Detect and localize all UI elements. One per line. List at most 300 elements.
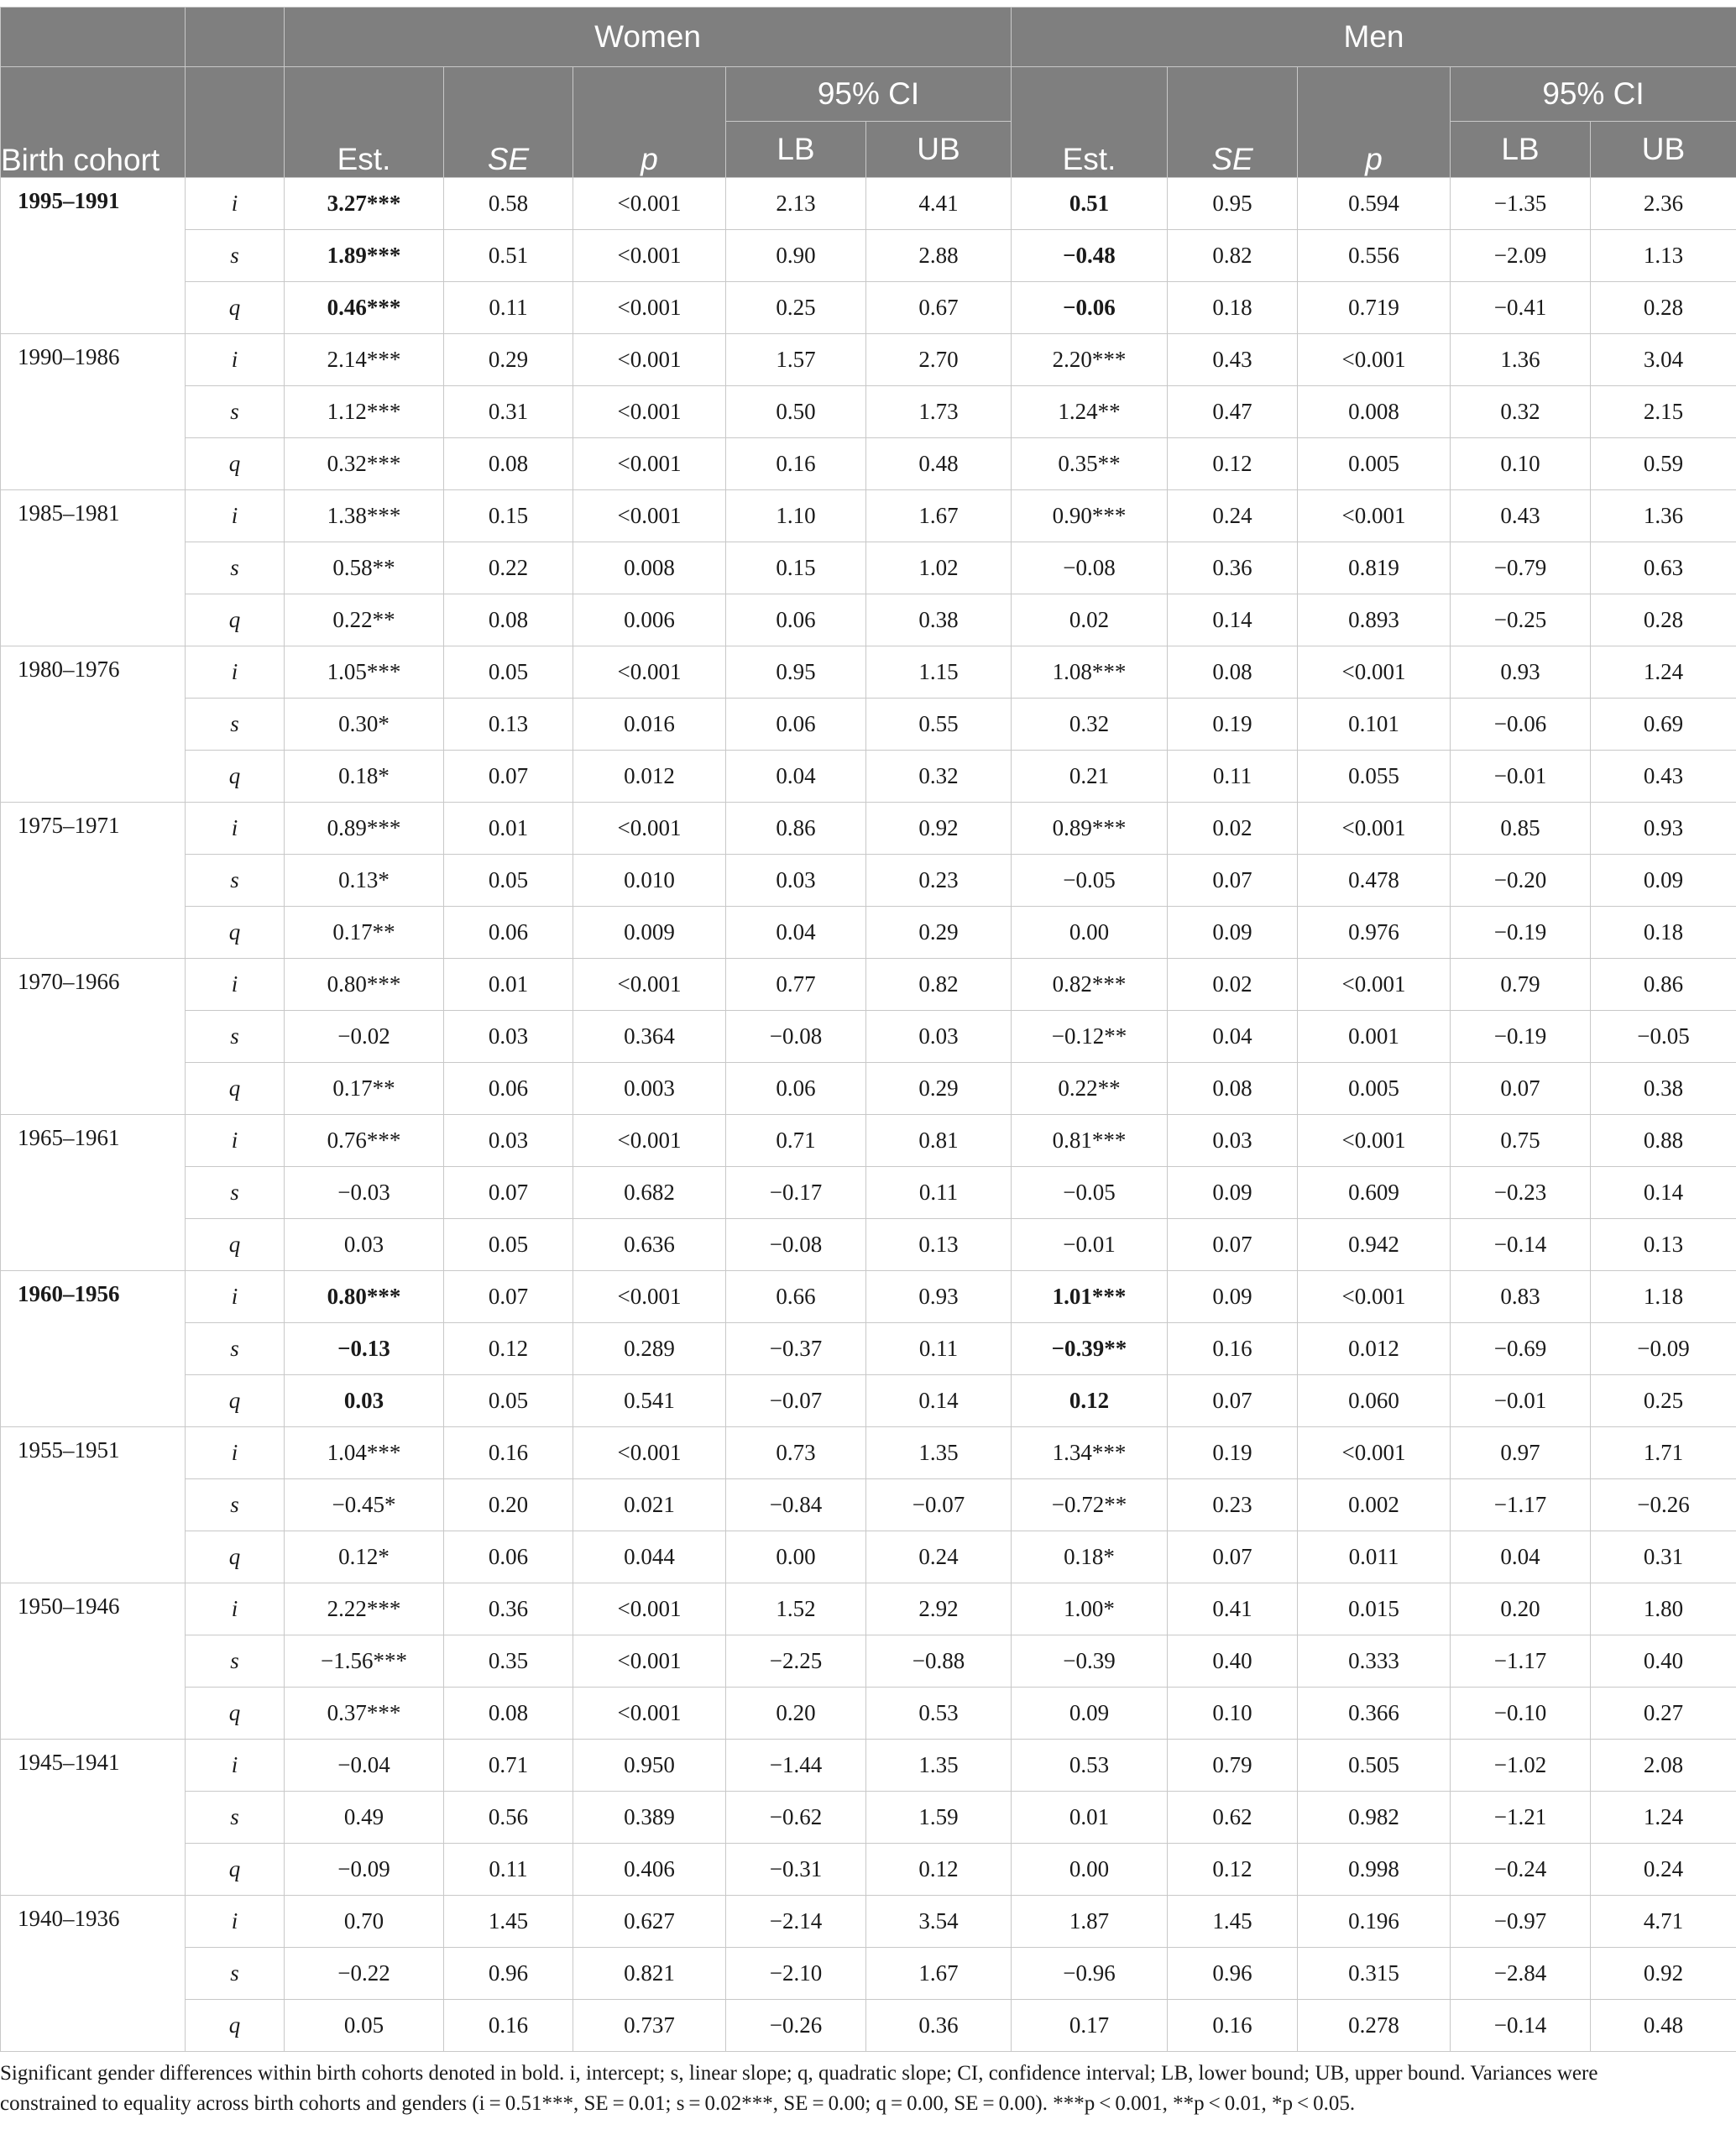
women-est-cell: 1.05*** (285, 646, 444, 699)
women-p-cell: <0.001 (573, 386, 726, 438)
cohort-label: 1995–1991 (1, 178, 186, 334)
table-row (1, 803, 1736, 855)
women-se-cell: 0.36 (444, 1583, 573, 1635)
cohort-label: 1955–1951 (1, 1427, 186, 1583)
men-est-cell: −0.01 (1012, 1219, 1168, 1271)
men-se-cell: 0.03 (1168, 1115, 1298, 1167)
header-men-lb: LB (1451, 122, 1591, 178)
women-ub-cell: 0.03 (866, 1011, 1012, 1063)
men-p-cell: 0.333 (1298, 1635, 1451, 1688)
women-est-cell: 0.03 (285, 1219, 444, 1271)
men-est-cell: 0.89*** (1012, 803, 1168, 855)
men-lb-cell: −1.17 (1451, 1635, 1591, 1688)
women-ub-cell: 0.32 (866, 751, 1012, 803)
parameter-cell: q (186, 594, 285, 646)
women-ub-cell: 0.53 (866, 1688, 1012, 1740)
women-ub-cell: 1.73 (866, 386, 1012, 438)
women-se-cell: 0.56 (444, 1792, 573, 1844)
table-row (1, 1896, 1736, 1948)
women-ub-cell: 2.70 (866, 334, 1012, 386)
men-se-cell: 0.12 (1168, 1844, 1298, 1896)
men-p-cell: 0.005 (1298, 1063, 1451, 1115)
men-se-cell: 0.23 (1168, 1479, 1298, 1531)
women-est-cell: 0.70 (285, 1896, 444, 1948)
women-lb-cell: −0.08 (726, 1219, 866, 1271)
men-est-cell: 1.08*** (1012, 646, 1168, 699)
women-lb-cell: −2.14 (726, 1896, 866, 1948)
women-ub-cell: 0.29 (866, 1063, 1012, 1115)
header-men-ci: 95% CI (1451, 67, 1736, 122)
parameter-cell: i (186, 490, 285, 542)
men-se-cell: 0.19 (1168, 699, 1298, 751)
women-se-cell: 0.29 (444, 334, 573, 386)
men-est-cell: −0.39** (1012, 1323, 1168, 1375)
women-p-cell: 0.021 (573, 1479, 726, 1531)
men-est-cell: 0.09 (1012, 1688, 1168, 1740)
men-ub-cell: 0.25 (1591, 1375, 1736, 1427)
cohort-label: 1940–1936 (1, 1896, 186, 2052)
parameter-cell: s (186, 542, 285, 594)
women-p-cell: <0.001 (573, 178, 726, 230)
women-se-cell: 0.15 (444, 490, 573, 542)
women-lb-cell: 0.86 (726, 803, 866, 855)
men-ub-cell: 0.38 (1591, 1063, 1736, 1115)
women-lb-cell: 0.77 (726, 959, 866, 1011)
men-ub-cell: 0.63 (1591, 542, 1736, 594)
parameter-cell: s (186, 386, 285, 438)
women-ub-cell: 1.59 (866, 1792, 1012, 1844)
parameter-cell: q (186, 907, 285, 959)
cohort-label: 1965–1961 (1, 1115, 186, 1271)
women-se-cell: 0.11 (444, 282, 573, 334)
men-est-cell: 0.00 (1012, 907, 1168, 959)
men-p-cell: 0.998 (1298, 1844, 1451, 1896)
men-p-cell: <0.001 (1298, 334, 1451, 386)
women-se-cell: 1.45 (444, 1896, 573, 1948)
men-se-cell: 0.02 (1168, 959, 1298, 1011)
men-ub-cell: 1.13 (1591, 230, 1736, 282)
men-p-cell: 0.001 (1298, 1011, 1451, 1063)
table-header (1, 8, 1736, 178)
women-lb-cell: 0.06 (726, 1063, 866, 1115)
women-ub-cell: 0.23 (866, 855, 1012, 907)
women-p-cell: 0.008 (573, 542, 726, 594)
women-lb-cell: 0.15 (726, 542, 866, 594)
women-ub-cell: 1.35 (866, 1427, 1012, 1479)
women-se-cell: 0.07 (444, 1167, 573, 1219)
parameter-cell: i (186, 1427, 285, 1479)
women-p-cell: <0.001 (573, 803, 726, 855)
men-lb-cell: −0.19 (1451, 907, 1591, 959)
parameter-cell: q (186, 1844, 285, 1896)
men-se-cell: 0.36 (1168, 542, 1298, 594)
header-birth-cohort: Birth cohort (1, 67, 186, 178)
men-lb-cell: −0.10 (1451, 1688, 1591, 1740)
women-est-cell: −0.03 (285, 1167, 444, 1219)
men-ub-cell: 2.15 (1591, 386, 1736, 438)
men-lb-cell: 0.43 (1451, 490, 1591, 542)
women-lb-cell: 0.25 (726, 282, 866, 334)
women-p-cell: <0.001 (573, 646, 726, 699)
table-row (1, 1323, 1736, 1375)
men-p-cell: 0.893 (1298, 594, 1451, 646)
men-est-cell: −0.06 (1012, 282, 1168, 334)
women-se-cell: 0.35 (444, 1635, 573, 1688)
women-p-cell: 0.627 (573, 1896, 726, 1948)
women-p-cell: <0.001 (573, 1427, 726, 1479)
men-est-cell: 0.81*** (1012, 1115, 1168, 1167)
parameter-cell: q (186, 1688, 285, 1740)
men-est-cell: 1.00* (1012, 1583, 1168, 1635)
cohort-label: 1980–1976 (1, 646, 186, 803)
women-est-cell: 0.32*** (285, 438, 444, 490)
women-est-cell: 0.80*** (285, 959, 444, 1011)
men-ub-cell: 1.36 (1591, 490, 1736, 542)
men-p-cell: <0.001 (1298, 490, 1451, 542)
women-se-cell: 0.08 (444, 1688, 573, 1740)
header-women-ci: 95% CI (726, 67, 1012, 122)
parameter-cell: i (186, 959, 285, 1011)
men-p-cell: <0.001 (1298, 803, 1451, 855)
parameter-cell: s (186, 699, 285, 751)
table-row (1, 334, 1736, 386)
men-lb-cell: −0.69 (1451, 1323, 1591, 1375)
women-ub-cell: 1.02 (866, 542, 1012, 594)
women-se-cell: 0.51 (444, 230, 573, 282)
men-se-cell: 0.47 (1168, 386, 1298, 438)
men-ub-cell: 2.36 (1591, 178, 1736, 230)
men-se-cell: 0.16 (1168, 2000, 1298, 2052)
women-est-cell: 2.14*** (285, 334, 444, 386)
women-p-cell: <0.001 (573, 1635, 726, 1688)
women-est-cell: −0.13 (285, 1323, 444, 1375)
men-p-cell: 0.315 (1298, 1948, 1451, 2000)
women-est-cell: 1.12*** (285, 386, 444, 438)
men-ub-cell: 0.27 (1591, 1688, 1736, 1740)
women-p-cell: <0.001 (573, 959, 726, 1011)
parameter-cell: q (186, 1531, 285, 1583)
men-ub-cell: −0.05 (1591, 1011, 1736, 1063)
parameter-cell: i (186, 1271, 285, 1323)
header-empty (1, 8, 186, 67)
men-se-cell: 0.18 (1168, 282, 1298, 334)
cohort-label: 1950–1946 (1, 1583, 186, 1740)
parameter-cell: i (186, 334, 285, 386)
men-ub-cell: 0.86 (1591, 959, 1736, 1011)
women-ub-cell: 1.35 (866, 1740, 1012, 1792)
table-row (1, 907, 1736, 959)
men-ub-cell: 0.93 (1591, 803, 1736, 855)
women-est-cell: 1.04*** (285, 1427, 444, 1479)
men-se-cell: 0.08 (1168, 646, 1298, 699)
women-lb-cell: −0.07 (726, 1375, 866, 1427)
men-se-cell: 0.08 (1168, 1063, 1298, 1115)
men-est-cell: 0.51 (1012, 178, 1168, 230)
men-p-cell: 0.478 (1298, 855, 1451, 907)
men-se-cell: 0.09 (1168, 1167, 1298, 1219)
women-se-cell: 0.07 (444, 1271, 573, 1323)
parameter-cell: i (186, 803, 285, 855)
parameter-cell: i (186, 1740, 285, 1792)
parameter-cell: s (186, 1635, 285, 1688)
men-ub-cell: 2.08 (1591, 1740, 1736, 1792)
women-est-cell: 0.17** (285, 907, 444, 959)
table-row (1, 1219, 1736, 1271)
women-ub-cell: 2.92 (866, 1583, 1012, 1635)
women-ub-cell: 1.15 (866, 646, 1012, 699)
header-women: Women (285, 8, 1012, 67)
women-p-cell: <0.001 (573, 438, 726, 490)
women-lb-cell: 0.71 (726, 1115, 866, 1167)
women-se-cell: 0.31 (444, 386, 573, 438)
table-row (1, 699, 1736, 751)
women-se-cell: 0.58 (444, 178, 573, 230)
parameter-cell: i (186, 1896, 285, 1948)
table-row (1, 438, 1736, 490)
men-se-cell: 0.07 (1168, 855, 1298, 907)
men-ub-cell: 0.48 (1591, 2000, 1736, 2052)
women-p-cell: <0.001 (573, 1688, 726, 1740)
women-ub-cell: 0.11 (866, 1323, 1012, 1375)
parameter-cell: q (186, 751, 285, 803)
table-row (1, 594, 1736, 646)
women-ub-cell: 0.29 (866, 907, 1012, 959)
women-p-cell: <0.001 (573, 1115, 726, 1167)
women-se-cell: 0.03 (444, 1011, 573, 1063)
men-lb-cell: −1.21 (1451, 1792, 1591, 1844)
men-est-cell: 0.01 (1012, 1792, 1168, 1844)
women-est-cell: 0.37*** (285, 1688, 444, 1740)
women-p-cell: 0.006 (573, 594, 726, 646)
men-lb-cell: 1.36 (1451, 334, 1591, 386)
parameter-cell: i (186, 178, 285, 230)
women-p-cell: <0.001 (573, 1271, 726, 1323)
women-lb-cell: 0.73 (726, 1427, 866, 1479)
women-lb-cell: 0.20 (726, 1688, 866, 1740)
women-est-cell: 0.89*** (285, 803, 444, 855)
men-p-cell: <0.001 (1298, 1427, 1451, 1479)
men-p-cell: 0.015 (1298, 1583, 1451, 1635)
men-ub-cell: 0.59 (1591, 438, 1736, 490)
men-p-cell: <0.001 (1298, 1271, 1451, 1323)
women-p-cell: 0.012 (573, 751, 726, 803)
women-lb-cell: 2.13 (726, 178, 866, 230)
women-p-cell: 0.737 (573, 2000, 726, 2052)
women-se-cell: 0.13 (444, 699, 573, 751)
parameter-cell: s (186, 1792, 285, 1844)
women-ub-cell: 0.92 (866, 803, 1012, 855)
parameter-cell: s (186, 1948, 285, 2000)
footnote-line-1: Significant gender differences within birth cohorts denoted in bold. i, intercept; s, linear slope; q, quadratic slope; CI, confidence interval; LB, lower bound; UB, upper bound. Variances were (0, 2062, 1598, 2085)
men-ub-cell: 0.24 (1591, 1844, 1736, 1896)
cohort-label: 1975–1971 (1, 803, 186, 959)
header-men-p: p (1298, 67, 1451, 178)
women-ub-cell: 0.38 (866, 594, 1012, 646)
men-est-cell: 0.12 (1012, 1375, 1168, 1427)
women-se-cell: 0.06 (444, 1531, 573, 1583)
men-est-cell: −0.39 (1012, 1635, 1168, 1688)
men-est-cell: −0.48 (1012, 230, 1168, 282)
men-lb-cell: 0.83 (1451, 1271, 1591, 1323)
men-ub-cell: 0.13 (1591, 1219, 1736, 1271)
men-lb-cell: 0.04 (1451, 1531, 1591, 1583)
men-est-cell: −0.72** (1012, 1479, 1168, 1531)
women-se-cell: 0.12 (444, 1323, 573, 1375)
women-p-cell: 0.289 (573, 1323, 726, 1375)
men-se-cell: 0.11 (1168, 751, 1298, 803)
table-row (1, 282, 1736, 334)
table-row (1, 1948, 1736, 2000)
women-lb-cell: 0.16 (726, 438, 866, 490)
men-lb-cell: 0.32 (1451, 386, 1591, 438)
men-se-cell: 0.07 (1168, 1375, 1298, 1427)
table-row (1, 542, 1736, 594)
women-se-cell: 0.06 (444, 907, 573, 959)
table-row (1, 1479, 1736, 1531)
men-lb-cell: 0.20 (1451, 1583, 1591, 1635)
women-p-cell: <0.001 (573, 282, 726, 334)
women-lb-cell: −0.08 (726, 1011, 866, 1063)
men-se-cell: 0.40 (1168, 1635, 1298, 1688)
women-se-cell: 0.01 (444, 803, 573, 855)
men-se-cell: 0.04 (1168, 1011, 1298, 1063)
women-ub-cell: 4.41 (866, 178, 1012, 230)
men-ub-cell: −0.26 (1591, 1479, 1736, 1531)
parameter-cell: i (186, 646, 285, 699)
women-est-cell: 0.05 (285, 2000, 444, 2052)
men-se-cell: 0.62 (1168, 1792, 1298, 1844)
men-ub-cell: 0.28 (1591, 594, 1736, 646)
men-ub-cell: 0.40 (1591, 1635, 1736, 1688)
table-row (1, 1635, 1736, 1688)
women-est-cell: −0.45* (285, 1479, 444, 1531)
header-women-ub: UB (866, 122, 1012, 178)
women-est-cell: −0.09 (285, 1844, 444, 1896)
men-lb-cell: −0.25 (1451, 594, 1591, 646)
women-p-cell: 0.406 (573, 1844, 726, 1896)
men-se-cell: 0.43 (1168, 334, 1298, 386)
men-ub-cell: 1.18 (1591, 1271, 1736, 1323)
parameter-cell: q (186, 2000, 285, 2052)
parameter-cell: q (186, 1375, 285, 1427)
men-lb-cell: 0.75 (1451, 1115, 1591, 1167)
men-se-cell: 0.16 (1168, 1323, 1298, 1375)
men-est-cell: 1.01*** (1012, 1271, 1168, 1323)
men-se-cell: 0.24 (1168, 490, 1298, 542)
women-ub-cell: 0.93 (866, 1271, 1012, 1323)
men-se-cell: 0.96 (1168, 1948, 1298, 2000)
table-row (1, 959, 1736, 1011)
table-row (1, 386, 1736, 438)
table-row (1, 1844, 1736, 1896)
women-se-cell: 0.03 (444, 1115, 573, 1167)
women-est-cell: 0.03 (285, 1375, 444, 1427)
women-se-cell: 0.20 (444, 1479, 573, 1531)
women-lb-cell: 0.90 (726, 230, 866, 282)
women-p-cell: 0.389 (573, 1792, 726, 1844)
women-se-cell: 0.05 (444, 855, 573, 907)
women-p-cell: 0.541 (573, 1375, 726, 1427)
women-est-cell: −0.02 (285, 1011, 444, 1063)
women-est-cell: 0.12* (285, 1531, 444, 1583)
women-p-cell: 0.364 (573, 1011, 726, 1063)
men-lb-cell: −1.02 (1451, 1740, 1591, 1792)
men-p-cell: 0.005 (1298, 438, 1451, 490)
women-ub-cell: 0.36 (866, 2000, 1012, 2052)
parameter-cell: s (186, 1167, 285, 1219)
parameter-cell: i (186, 1115, 285, 1167)
men-est-cell: 0.90*** (1012, 490, 1168, 542)
header-women-lb: LB (726, 122, 866, 178)
table-row (1, 178, 1736, 230)
men-p-cell: 0.101 (1298, 699, 1451, 751)
men-ub-cell: 0.31 (1591, 1531, 1736, 1583)
women-p-cell: 0.682 (573, 1167, 726, 1219)
women-lb-cell: 0.04 (726, 907, 866, 959)
men-lb-cell: −0.14 (1451, 2000, 1591, 2052)
women-est-cell: −0.22 (285, 1948, 444, 2000)
cohort-label: 1990–1986 (1, 334, 186, 490)
men-est-cell: 1.24** (1012, 386, 1168, 438)
men-lb-cell: −0.01 (1451, 751, 1591, 803)
women-p-cell: 0.950 (573, 1740, 726, 1792)
table-row (1, 1271, 1736, 1323)
men-lb-cell: −2.09 (1451, 230, 1591, 282)
results-table (0, 7, 1736, 2052)
women-se-cell: 0.07 (444, 751, 573, 803)
header-men: Men (1012, 8, 1736, 67)
women-est-cell: −1.56*** (285, 1635, 444, 1688)
men-lb-cell: −0.20 (1451, 855, 1591, 907)
women-ub-cell: 0.14 (866, 1375, 1012, 1427)
women-p-cell: <0.001 (573, 1583, 726, 1635)
women-est-cell: 1.38*** (285, 490, 444, 542)
women-lb-cell: −0.37 (726, 1323, 866, 1375)
women-ub-cell: 0.67 (866, 282, 1012, 334)
women-p-cell: 0.009 (573, 907, 726, 959)
men-p-cell: 0.976 (1298, 907, 1451, 959)
men-se-cell: 0.12 (1168, 438, 1298, 490)
women-est-cell: 0.13* (285, 855, 444, 907)
men-se-cell: 0.09 (1168, 1271, 1298, 1323)
women-lb-cell: −0.17 (726, 1167, 866, 1219)
table-row (1, 1792, 1736, 1844)
men-ub-cell: 0.18 (1591, 907, 1736, 959)
men-est-cell: 0.02 (1012, 594, 1168, 646)
men-ub-cell: 0.69 (1591, 699, 1736, 751)
women-ub-cell: −0.07 (866, 1479, 1012, 1531)
men-ub-cell: 1.24 (1591, 646, 1736, 699)
table-row (1, 1375, 1736, 1427)
men-p-cell: 0.556 (1298, 230, 1451, 282)
women-ub-cell: 0.82 (866, 959, 1012, 1011)
table-row (1, 1167, 1736, 1219)
men-est-cell: 1.34*** (1012, 1427, 1168, 1479)
women-ub-cell: 1.67 (866, 490, 1012, 542)
header-women-se: SE (444, 67, 573, 178)
men-ub-cell: 0.92 (1591, 1948, 1736, 2000)
men-ub-cell: 4.71 (1591, 1896, 1736, 1948)
men-lb-cell: 0.79 (1451, 959, 1591, 1011)
table-row (1, 1583, 1736, 1635)
men-est-cell: 2.20*** (1012, 334, 1168, 386)
men-p-cell: 0.609 (1298, 1167, 1451, 1219)
women-est-cell: 0.80*** (285, 1271, 444, 1323)
parameter-cell: q (186, 1063, 285, 1115)
header-empty (186, 67, 285, 178)
men-lb-cell: −0.79 (1451, 542, 1591, 594)
men-p-cell: <0.001 (1298, 959, 1451, 1011)
